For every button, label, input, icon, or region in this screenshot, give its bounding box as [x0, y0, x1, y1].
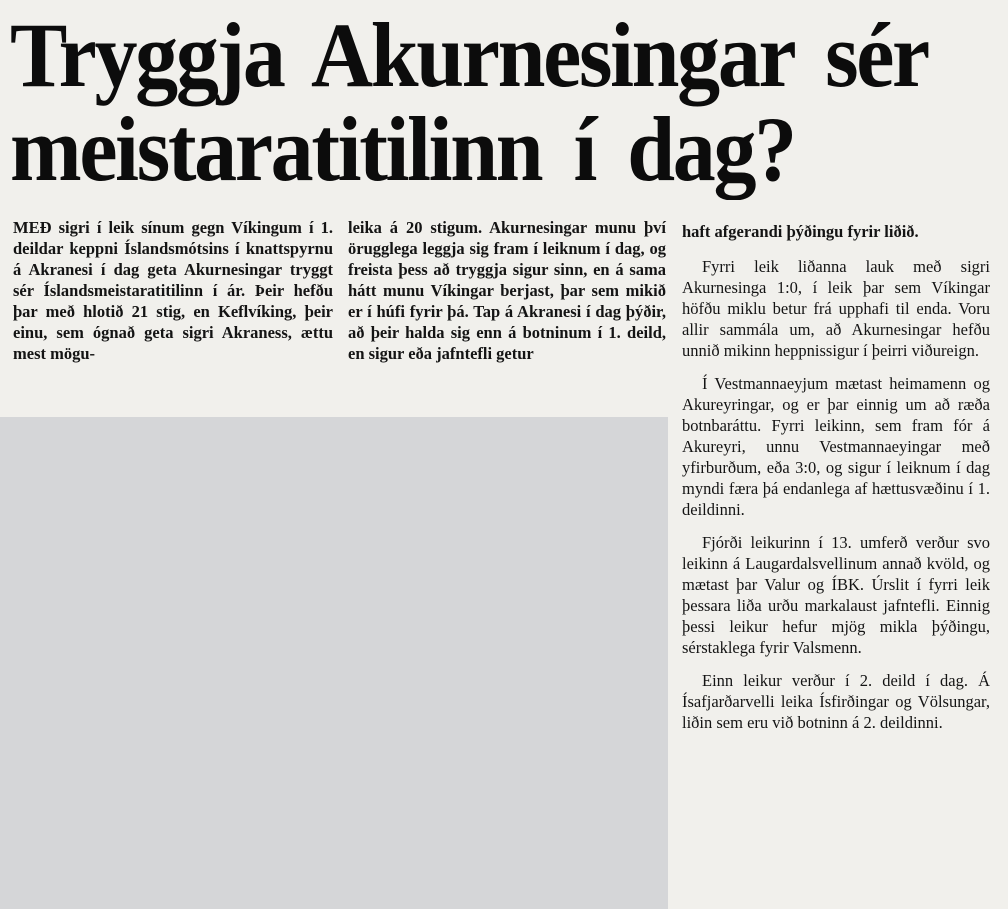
column-3-paragraph: Fjórði leikurinn í 13. umferð verður svo leikinn á Laugardalsvellinum annað kvöld, og mætast þar Valur og ÍBK. Úrslit í fyrri leik þessara liða urðu markalaust jafntefli. Einnig þessi leikur hefur mjög mikla þýðingu, sérstaklega fyrir Valsmenn. — [682, 533, 990, 657]
headline-divider — [0, 204, 1008, 206]
empty-gray-area — [0, 417, 668, 909]
column-3-paragraph: Fyrri leik liðanna lauk með sigri Akurnesinga 1:0, í leik þar sem Víkingar höfðu miklu betur frá upphafi til enda. Voru allir sammála um, að Akurnesingar hefðu unnið mikinn heppnissigur í þeirri viðureign. — [682, 257, 990, 360]
column-1-text: MEÐ sigri í leik sínum gegn Víkingum í 1. deildar keppni Íslandsmótsins í knattspyrnu á Akranesi í dag geta Akurnesingar tryggt sér Íslandsmeistaratitilinn í ár. Þeir hefðu þar með hlotið 21 stig, en Keflvíking, þeir einu, sem ógnað geta sigri Akraness, ættu mest mögu- — [13, 218, 333, 363]
column-3-paragraph: Einn leikur verður í 2. deild í dag. Á Ísafjarðarvelli leika Ísfirðingar og Völsungar, liðin sem eru við botninn á 2. deildinni. — [682, 671, 990, 732]
column-3-lead: haft afgerandi þýðingu fyrir liðið. — [682, 222, 919, 241]
article-column-2 — [348, 217, 666, 364]
column-3-paragraph: Í Vestmannaeyjum mætast heimamenn og Akureyringar, og er þar einnig um að ræða botnbaráttu. Fyrri leikinn, sem fram fór á Akureyri, unnu Vestmannaeyingar með yfirburðum, eða 3:0, og sigur í leiknum í dag myndi færa þá endanlega af hættusvæðinu í 1. deildinni. — [682, 374, 990, 519]
article-column-1 — [13, 217, 333, 364]
article-column-3 — [682, 221, 990, 733]
column-2-text: leika á 20 stigum. Akurnesingar munu því örugglega leggja sig fram í leiknum í dag, og freista þess að tryggja sigur sinn, en á sama hátt munu Víkingar berjast, þar sem mikið er í húfi fyrir þá. Tap á Akranesi í dag þýðir, að þeir halda sig enn á botninum í 1. deild, en sigur eða jafntefli getur — [348, 218, 666, 363]
headline: Tryggja Akurnesingar sér meistaratitilinn í dag? — [10, 4, 927, 200]
